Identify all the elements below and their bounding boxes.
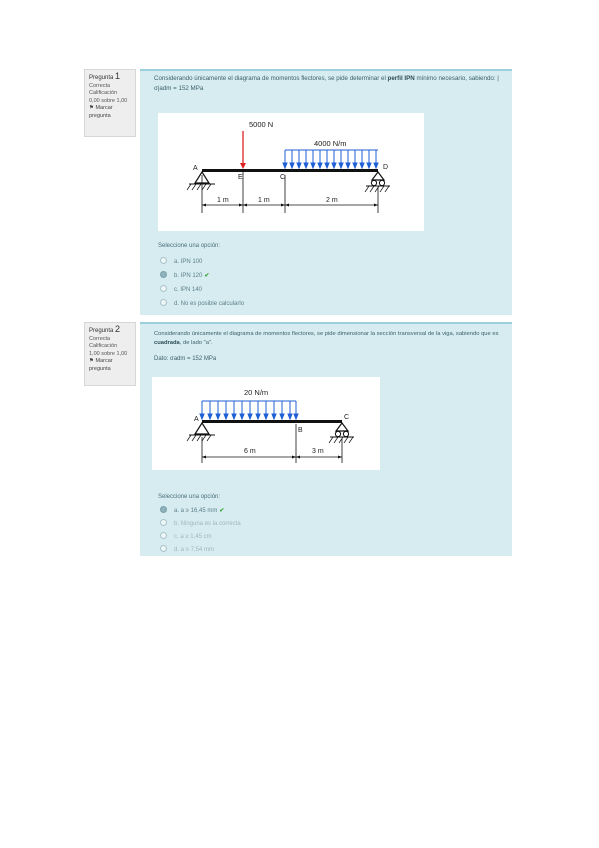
question-text: Considerando únicamente el diagrama de momentos flectores, se pide dimensionar la sección transversal de la viga, sabiendo que es cuadrada, de lado "a". bbox=[154, 331, 499, 346]
flag-icon: ⚑ bbox=[89, 358, 94, 364]
dist-load-label: 4000 N/m bbox=[314, 139, 347, 148]
option-d[interactable]: d. No es posible calcularlo bbox=[160, 299, 244, 307]
option-c[interactable]: c. a ≥ 1,45 cm bbox=[160, 532, 212, 540]
question-status: Correcta bbox=[89, 82, 111, 89]
dist-load-arrows bbox=[200, 401, 298, 419]
node-label-b: B bbox=[298, 427, 303, 434]
dim-label-bc: 3 m bbox=[312, 448, 324, 455]
question-content-2 bbox=[140, 322, 512, 556]
node-label-a: A bbox=[193, 165, 198, 172]
beam-figure-1 bbox=[158, 113, 424, 231]
beam bbox=[202, 420, 342, 423]
dimension-lines-1 bbox=[202, 172, 378, 213]
dist-load-label: 20 N/m bbox=[244, 388, 269, 397]
node-label-e: E bbox=[238, 174, 243, 181]
ground-hatch-a bbox=[187, 435, 211, 441]
ground-hatch-a bbox=[187, 184, 211, 190]
data-line: Dato: σadm = 152 MPa bbox=[154, 356, 217, 362]
radio-button-selected[interactable] bbox=[160, 506, 167, 513]
ground-hatch-c bbox=[329, 437, 353, 443]
node-label-d: D bbox=[383, 164, 389, 171]
point-load-arrowhead bbox=[240, 163, 246, 169]
beam-diagram-2 bbox=[152, 377, 380, 470]
radio-button[interactable] bbox=[160, 532, 167, 539]
beam bbox=[202, 169, 378, 172]
score-value: 0,00 sobre 1,00 bbox=[89, 97, 128, 104]
question-number-label: Pregunta 1 bbox=[89, 71, 121, 81]
roller-support-d bbox=[372, 172, 384, 180]
radio-button[interactable] bbox=[160, 519, 167, 526]
node-label-c: C bbox=[280, 174, 286, 181]
dimension-lines-2 bbox=[202, 424, 342, 463]
flag-icon: ⚑ bbox=[89, 105, 94, 111]
select-option-prompt: Seleccione una opción: bbox=[158, 494, 221, 500]
option-d[interactable]: d. a ≥ 7,54 mm bbox=[160, 545, 214, 553]
check-icon: ✔ bbox=[219, 508, 225, 514]
option-a[interactable]: a. a ≥ 16,45 mm ✔ bbox=[160, 506, 224, 514]
option-c[interactable]: c. IPN 140 bbox=[160, 285, 202, 293]
dim-label-cd: 2 m bbox=[326, 197, 338, 204]
question-number-label: Pregunta 2 bbox=[89, 324, 121, 334]
point-load-label: 5000 N bbox=[249, 120, 274, 129]
radio-button[interactable] bbox=[160, 299, 167, 306]
node-label-a: A bbox=[194, 416, 199, 423]
ground-hatch-d bbox=[365, 186, 389, 192]
flag-question-button[interactable]: ⚑ Marcar pregunta bbox=[89, 358, 113, 372]
check-icon: ✔ bbox=[204, 273, 210, 279]
question-info-2 bbox=[84, 322, 136, 386]
flag-question-button[interactable]: ⚑ Marcar pregunta bbox=[89, 105, 113, 119]
radio-button[interactable] bbox=[160, 285, 167, 292]
option-a[interactable]: a. IPN 100 bbox=[160, 257, 202, 265]
beam-figure-2 bbox=[152, 377, 380, 470]
dist-load-arrows bbox=[283, 150, 378, 168]
score-value: 1,00 sobre 1,00 bbox=[89, 350, 128, 357]
question-2 bbox=[84, 322, 512, 556]
score-label: Calificación bbox=[89, 343, 118, 349]
roller-support-c bbox=[336, 423, 348, 431]
option-b[interactable]: b. Ninguna es la correcta bbox=[160, 519, 241, 527]
beam-diagram-1 bbox=[158, 113, 424, 231]
radio-button[interactable] bbox=[160, 257, 167, 264]
dim-label-ec: 1 m bbox=[258, 197, 270, 204]
dim-label-ab: 6 m bbox=[244, 448, 256, 455]
node-label-c: C bbox=[344, 414, 350, 421]
dim-label-ae: 1 m bbox=[217, 197, 229, 204]
radio-button[interactable] bbox=[160, 545, 167, 552]
radio-button-selected[interactable] bbox=[160, 271, 167, 278]
question-status: Correcta bbox=[89, 335, 111, 342]
pin-support-a bbox=[195, 423, 209, 434]
score-label: Calificación bbox=[89, 90, 118, 96]
select-option-prompt: Seleccione una opción: bbox=[158, 243, 221, 249]
question-1 bbox=[84, 69, 512, 315]
question-info-1 bbox=[84, 69, 136, 137]
question-content-1 bbox=[140, 69, 512, 315]
question-text: Considerando únicamente el diagrama de momentos flectores, se pide determinar el perfil IPN mínimo necesario, sabiendo: |σ|adm = 152 MPa bbox=[154, 75, 499, 92]
option-b[interactable]: b. IPN 120 ✔ bbox=[160, 271, 209, 279]
